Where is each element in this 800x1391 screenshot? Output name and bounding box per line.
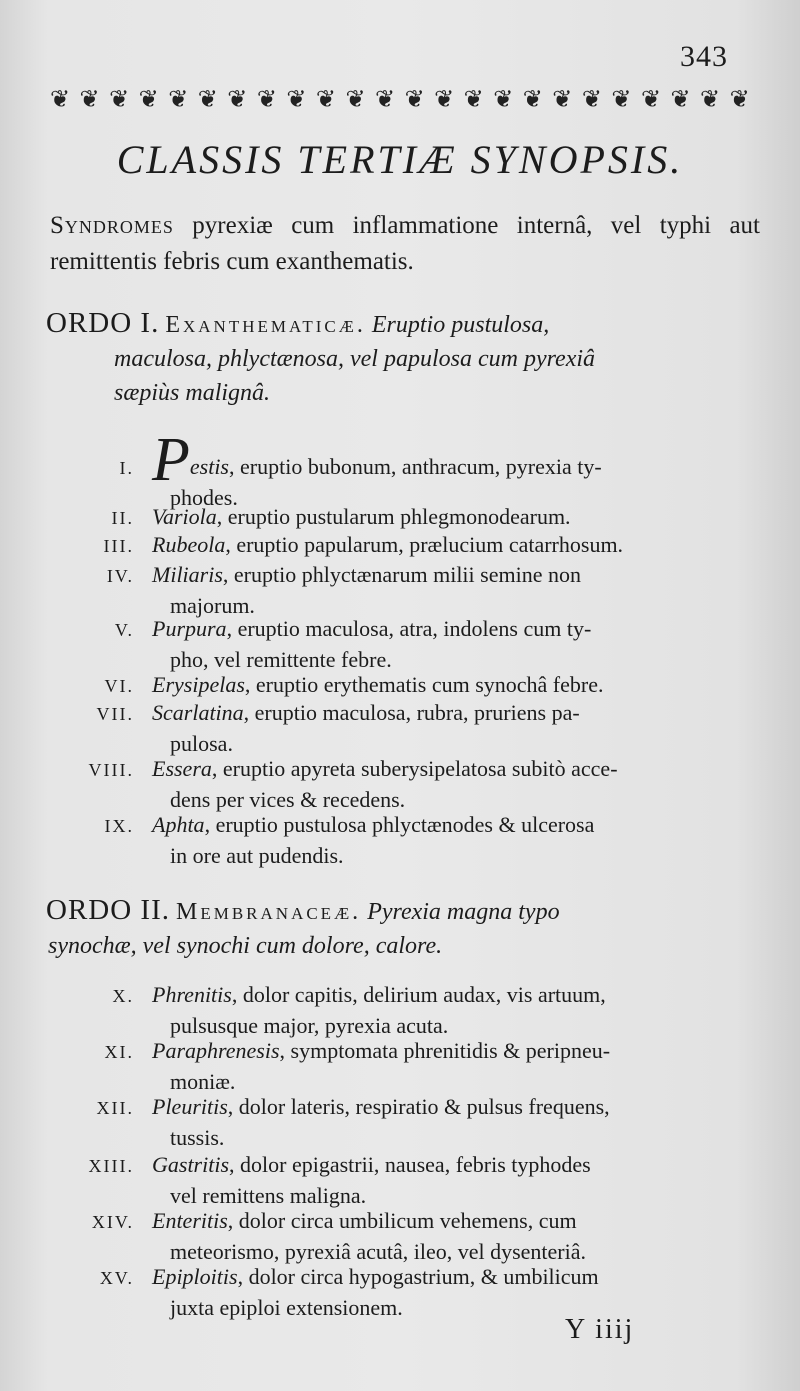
fleuron-ornament-icon: ❦: [79, 86, 100, 113]
list-item: [60, 1206, 750, 1266]
fleuron-ornament-icon: ❦: [700, 86, 721, 113]
list-item: [60, 698, 750, 758]
entry-number: IV.: [106, 566, 134, 586]
intro-text: pyrexiæ cum inflammatione internâ, vel typhi aut remittentis febris cum exanthematis.: [50, 212, 761, 275]
entry-number: VII.: [96, 704, 134, 724]
fleuron-ornament-icon: ❦: [109, 86, 130, 113]
entry-number: X.: [112, 986, 134, 1006]
entry-text: , eruptio apyreta suberysipelatosa subitò acce-: [211, 756, 618, 781]
drop-initial: P: [152, 426, 190, 494]
fleuron-ornament-icon: ❦: [197, 86, 218, 113]
entry-name: Gastritis: [152, 1152, 230, 1177]
list-item: [60, 810, 750, 870]
entry-number: XIV.: [91, 1212, 134, 1232]
entry-continuation: pulsusque major, pyrexia acuta.: [170, 1013, 449, 1038]
entry-name: Miliaris: [152, 562, 223, 587]
fleuron-ornament-icon: ❦: [315, 86, 337, 113]
entry-name: Paraphrenesis: [152, 1038, 280, 1063]
list-item: [60, 1150, 750, 1210]
entry-text: , eruptio erythematis cum synochâ febre.: [244, 672, 604, 697]
ordo-2-heading: [46, 893, 756, 963]
fleuron-ornament-icon: ❦: [522, 86, 543, 113]
list-item: [60, 1092, 750, 1152]
fleuron-ornament-icon: ❦: [50, 86, 71, 113]
entry-continuation: in ore aut pudendis.: [170, 843, 344, 868]
entry-number: II.: [111, 508, 134, 528]
ornament-band: [50, 82, 750, 116]
entry-continuation: tussis.: [170, 1125, 225, 1150]
entry-number: XV.: [99, 1268, 134, 1288]
list-item: [60, 502, 750, 533]
entry-text: , eruptio pustulosa phlyctænodes & ulcerosa: [204, 812, 595, 837]
entry-continuation: vel remittens maligna.: [170, 1183, 367, 1208]
ordo-2-desc-line2: synochæ, vel synochi cum dolore, calore.: [48, 933, 443, 959]
ordo-1-desc-line3: sæpiùs malignâ.: [114, 380, 271, 406]
ordo-2-desc-line1: Pyrexia magna typo: [367, 899, 560, 925]
fleuron-ornament-icon: ❦: [404, 86, 425, 113]
entry-text: , dolor lateris, respiratio & pulsus frequens,: [227, 1094, 610, 1119]
fleuron-ornament-icon: ❦: [286, 86, 307, 113]
entry-text: , dolor circa hypogastrium, & umbilicum: [237, 1264, 599, 1289]
entry-number: IX.: [104, 816, 134, 836]
entry-text: , eruptio maculosa, rubra, pruriens pa-: [243, 700, 580, 725]
fleuron-ornament-icon: ❦: [581, 86, 602, 113]
fleuron-ornament-icon: ❦: [256, 86, 277, 113]
entry-number: V.: [114, 620, 134, 640]
ordo-1-name: Exanthematicæ.: [165, 312, 366, 338]
entry-name: Essera: [152, 756, 212, 781]
entry-number: VI.: [104, 676, 134, 696]
entry-text: , eruptio pustularum phlegmonodearum.: [216, 504, 571, 529]
list-item: [60, 614, 750, 674]
entry-number: VIII.: [88, 760, 134, 780]
entry-number: I.: [119, 458, 134, 478]
ordo-1-desc-line2: maculosa, phlyctænosa, vel papulosa cum pyrexiâ: [114, 346, 596, 372]
ordo-2-name: Membranaceæ.: [176, 899, 362, 925]
entry-text: , dolor capitis, delirium audax, vis artuum,: [231, 982, 606, 1007]
entry-name: Scarlatina: [152, 700, 244, 725]
entry-continuation: phodes.: [170, 485, 238, 510]
entry-continuation: moniæ.: [170, 1069, 236, 1094]
entry-name: Enteritis: [152, 1208, 228, 1233]
ordo-1-label: ORDO I.: [46, 307, 160, 339]
fleuron-ornament-icon: ❦: [552, 86, 573, 113]
entry-name: Aphta: [152, 812, 205, 837]
entry-name: Erysipelas: [152, 672, 245, 697]
entry-number: XI.: [104, 1042, 134, 1062]
entry-name: Variola: [152, 504, 217, 529]
page-number: 343: [680, 40, 728, 73]
entry-continuation: juxta epiploi extensionem.: [170, 1295, 403, 1320]
entry-text: , symptomata phrenitidis & peripneu-: [279, 1038, 611, 1063]
catchword: Y iiij: [565, 1314, 635, 1345]
entry-number: XIII.: [88, 1156, 134, 1176]
ordo-2-label: ORDO II.: [46, 894, 170, 926]
entry-number: XII.: [96, 1098, 134, 1118]
ordo-1-desc-line1: Eruptio pustulosa,: [371, 312, 550, 338]
fleuron-ornament-icon: ❦: [611, 86, 632, 113]
list-item: [60, 670, 750, 701]
fleuron-ornament-icon: ❦: [670, 86, 691, 113]
entry-continuation: majorum.: [170, 593, 255, 618]
entry-name: estis: [189, 454, 229, 479]
entry-continuation: meteorismo, pyrexiâ acutâ, ileo, vel dysenteriâ.: [170, 1239, 587, 1264]
entry-name: Rubeola: [152, 532, 226, 557]
entry-name: Epiploitis: [152, 1264, 238, 1289]
entry-text: , eruptio maculosa, atra, indolens cum ty-: [226, 616, 592, 641]
entry-text: , eruptio phlyctænarum milii semine non: [222, 562, 581, 587]
fleuron-ornament-icon: ❦: [168, 86, 189, 113]
list-item: [60, 530, 750, 561]
fleuron-ornament-icon: ❦: [729, 86, 750, 113]
entry-continuation: pho, vel remittente febre.: [170, 647, 392, 672]
entry-name: Phrenitis: [152, 982, 232, 1007]
list-item: [60, 560, 750, 620]
entry-number: III.: [103, 536, 134, 556]
entry-text: , dolor epigastrii, nausea, febris typhodes: [229, 1152, 591, 1177]
entry-text: , dolor circa umbilicum vehemens, cum: [227, 1208, 577, 1233]
fleuron-ornament-icon: ❦: [138, 86, 159, 113]
list-item: [60, 1262, 750, 1322]
entry-name: Pleuritis: [152, 1094, 228, 1119]
entry-continuation: pulosa.: [170, 731, 233, 756]
fleuron-ornament-icon: ❦: [375, 86, 396, 113]
fleuron-ornament-icon: ❦: [463, 86, 484, 113]
list-item: [60, 754, 750, 814]
fleuron-ornament-icon: ❦: [493, 86, 514, 113]
list-item: [60, 980, 750, 1040]
fleuron-ornament-icon: ❦: [434, 86, 455, 113]
fleuron-ornament-icon: ❦: [345, 86, 366, 113]
entry-text: , eruptio papularum, prælucium catarrhosum.: [225, 532, 624, 557]
entry-continuation: dens per vices & recedens.: [170, 787, 406, 812]
fleuron-ornament-icon: ❦: [640, 86, 662, 113]
page-title: CLASSIS TERTIÆ SYNOPSIS.: [116, 137, 684, 182]
list-item: [60, 1036, 750, 1096]
intro-paragraph: [50, 208, 760, 280]
entry-name: Purpura: [152, 616, 227, 641]
ordo-1-heading: [46, 306, 756, 410]
fleuron-ornament-icon: ❦: [227, 86, 248, 113]
intro-lead: Syndromes: [50, 212, 174, 239]
entry-text: , eruptio bubonum, anthracum, pyrexia ty-: [229, 454, 602, 479]
